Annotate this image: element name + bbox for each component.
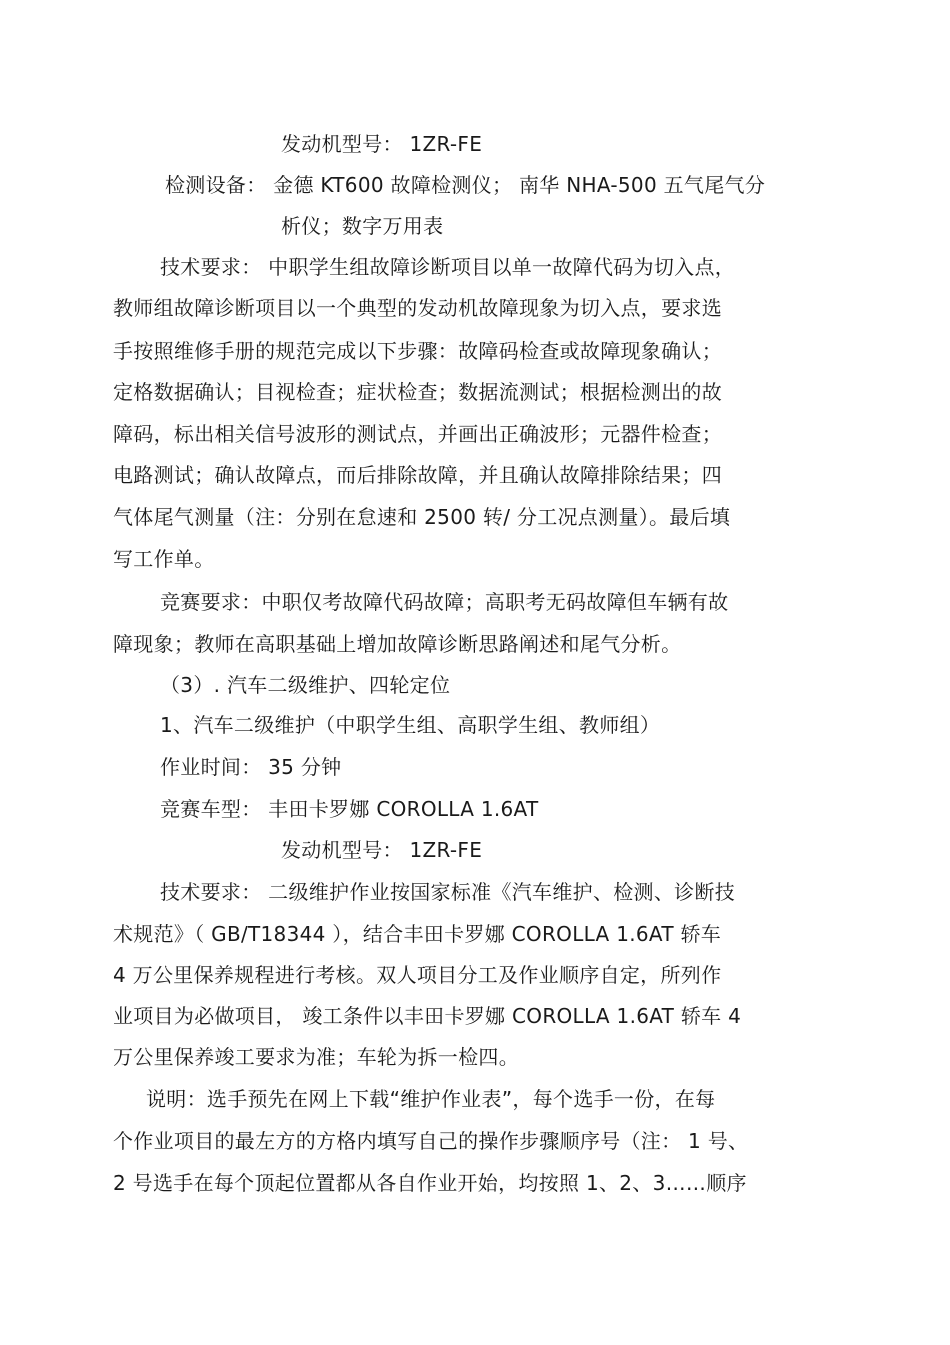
text-line: 写工作单。 xyxy=(113,547,215,571)
text-line: 障现象；教师在高职基础上增加故障诊断思路阐述和尾气分析。 xyxy=(113,632,682,656)
text-line: 电路测试；确认故障点，而后排除故障，并且确认故障排除结果；四 xyxy=(113,463,722,487)
text-line: 万公里保养竣工要求为准；车轮为拆一检四。 xyxy=(113,1045,519,1069)
text-line: 竞赛车型： 丰田卡罗娜 COROLLA 1.6AT xyxy=(160,797,539,821)
text-line: 发动机型号： 1ZR-FE xyxy=(281,132,483,156)
text-line: 术规范》（ GB/T18344 ），结合丰田卡罗娜 COROLLA 1.6AT 轿车 xyxy=(113,922,722,946)
text-line: 发动机型号： 1ZR-FE xyxy=(281,838,483,862)
text-line: 析仪；数字万用表 xyxy=(281,214,444,238)
text-line: 个作业项目的最左方的方格内填写自己的操作步骤顺序号（注： 1 号、 xyxy=(113,1129,749,1153)
section-heading: （3）. 汽车二级维护、四轮定位 xyxy=(160,673,451,697)
text-line: 气体尾气测量（注：分别在怠速和 2500 转/ 分工况点测量）。最后填 xyxy=(113,505,731,529)
text-line: 说明：选手预先在网上下载“维护作业表”，每个选手一份，在每 xyxy=(146,1087,716,1111)
text-line: 作业时间： 35 分钟 xyxy=(160,755,342,779)
text-line: 4 万公里保养规程进行考核。双人项目分工及作业顺序自定，所列作 xyxy=(113,963,722,987)
text-line: 定格数据确认；目视检查；症状检查；数据流测试；根据检测出的故 xyxy=(113,380,722,404)
text-line: 技术要求： 中职学生组故障诊断项目以单一故障代码为切入点， xyxy=(160,255,736,279)
text-line: 2 号选手在每个顶起位置都从各自作业开始，均按照 1、2、3……顺序 xyxy=(113,1171,747,1195)
text-line: 手按照维修手册的规范完成以下步骤：故障码检查或故障现象确认； xyxy=(113,339,722,363)
text-line: 教师组故障诊断项目以一个典型的发动机故障现象为切入点，要求选 xyxy=(113,296,722,320)
text-line: 障码，标出相关信号波形的测试点，并画出正确波形；元器件检查； xyxy=(113,422,722,446)
text-line: 技术要求： 二级维护作业按国家标准《汽车维护、检测、诊断技 xyxy=(160,880,736,904)
text-line: 竞赛要求：中职仅考故障代码故障；高职考无码故障但车辆有故 xyxy=(160,590,729,614)
text-line: 业项目为必做项目， 竣工条件以丰田卡罗娜 COROLLA 1.6AT 轿车 4 xyxy=(113,1004,742,1028)
subsection-heading: 1、汽车二级维护（中职学生组、高职学生组、教师组） xyxy=(160,713,661,737)
text-line: 检测设备： 金德 KT600 故障检测仪； 南华 NHA-500 五气尾气分 xyxy=(165,173,766,197)
